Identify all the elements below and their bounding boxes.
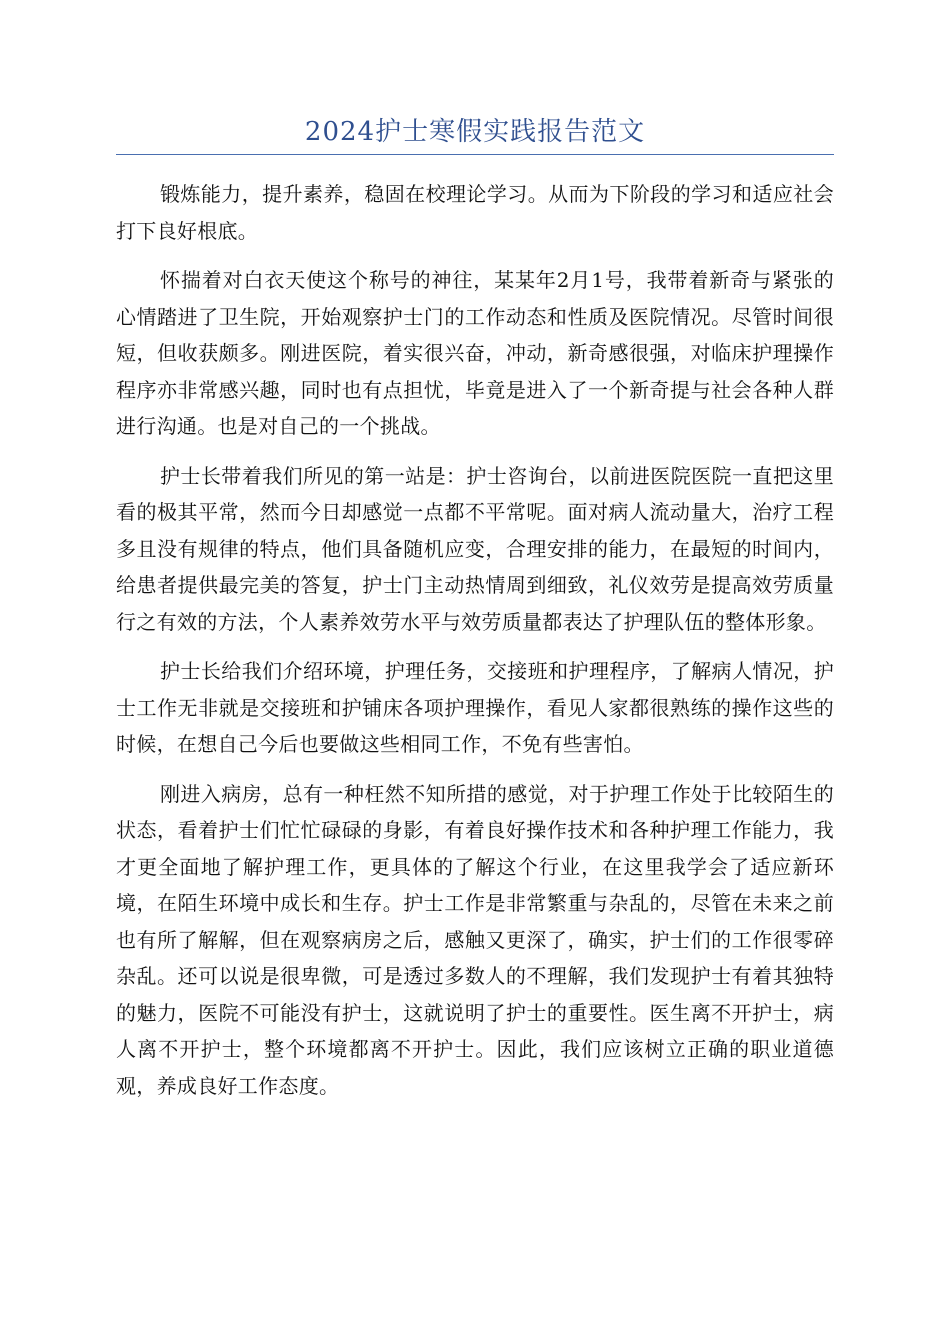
paragraph-3: 护士长带着我们所见的第一站是：护士咨询台，以前进医院医院一直把这里看的极其平常，然而今日却感觉一点都不平常呢。面对病人流动量大，治疗工程多且没有规律的特点，他们具备随机应变，合理安排的能力，在最短的时间内，给患者提供最完美的答复，护士门主动热情周到细致，礼仪效劳是提高效劳质量行之有效的方法，个人素养效劳水平与效劳质量都表达了护理队伍的整体形象。 — [116, 463, 834, 634]
paragraph-2: 怀揣着对白衣天使这个称号的神往，某某年2月1号，我带着新奇与紧张的心情踏进了卫生院，开始观察护士门的工作动态和性质及医院情况。尽管时间很短，但收获颇多。刚进医院，着实很兴奋，冲动，新奇感很强，对临床护理操作程序亦非常感兴趣，同时也有点担忧，毕竟是进入了一个新奇提与社会各种人群进行沟通。也是对自己的一个挑战。 — [116, 268, 834, 438]
paragraph-5: 刚进入病房，总有一种枉然不知所措的感觉，对于护理工作处于比较陌生的状态，看着护士们忙忙碌碌的身影，有着良好操作技术和各种护理工作能力，我才更全面地了解护理工作，更具体的了解这个行业，在这里我学会了适应新环境，在陌生环境中成长和生存。护士工作是非常繁重与杂乱的，尽管在未来之前也有所了解解，但在观察病房之后，感触又更深了，确实，护士们的工作很零碎杂乱。还可以说是很卑微，可是透过多数人的不理解，我们发现护士有着其独特的魅力，医院不可能没有护士，这就说明了护士的重要性。医生离不开护士，病人离不开护士，整个环境都离不开护士。因此，我们应该树立正确的职业道德观，养成良好工作态度。 — [116, 781, 834, 1098]
title-underline — [116, 154, 834, 155]
paragraph-1: 锻炼能力，提升素养，稳固在校理论学习。从而为下阶段的学习和适应社会打下良好根底。 — [116, 182, 834, 243]
document-title: 2024护士寒假实践报告范文 — [304, 117, 646, 147]
document-body — [116, 176, 834, 1117]
paragraph-4: 护士长给我们介绍环境，护理任务，交接班和护理程序，了解病人情况，护士工作无非就是交接班和护铺床各项护理操作，看见人家都很熟练的操作这些的时候，在想自己今后也要做这些相同工作，不免有些害怕。 — [116, 659, 834, 756]
